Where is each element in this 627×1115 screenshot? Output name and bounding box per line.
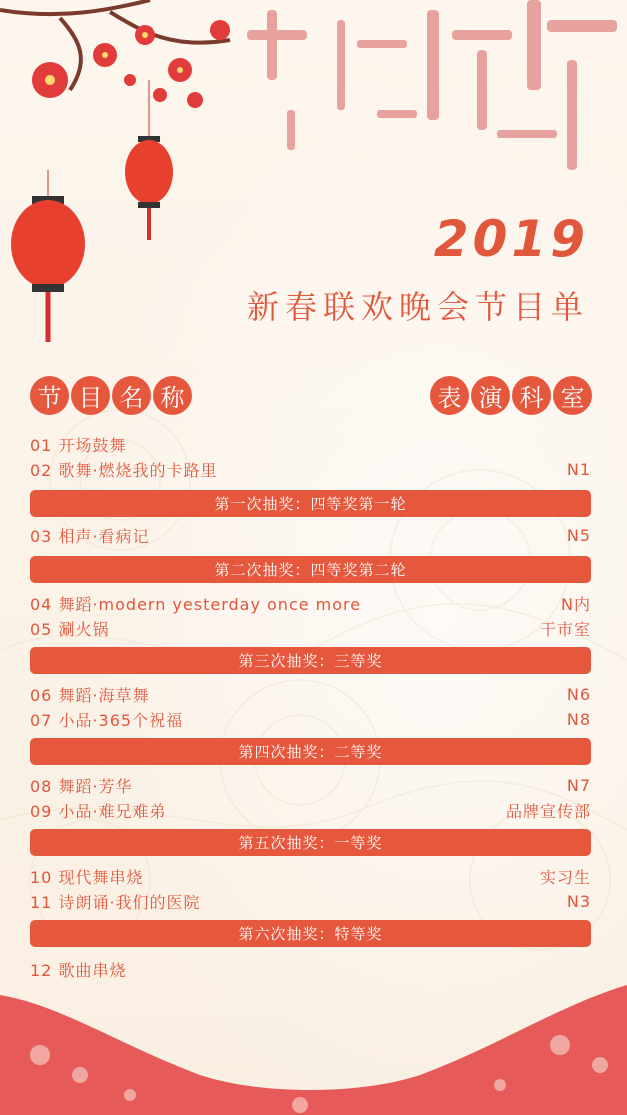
header-char: 室 (553, 376, 592, 415)
program-row (30, 889, 591, 914)
program-name: 11 诗朗诵·我们的医院 (30, 893, 201, 912)
program-dept: N7 (566, 776, 591, 795)
program-name: 08 舞蹈·芳华 (30, 777, 133, 796)
header-char: 演 (471, 376, 510, 415)
program-dept: N内 (561, 595, 591, 614)
program-name: 09 小品·难兄难弟 (30, 802, 167, 821)
header-char: 称 (153, 376, 192, 415)
header-char: 目 (71, 376, 110, 415)
program-dept: N5 (566, 526, 591, 545)
lottery-bar: 第二次抽奖：四等奖第二轮 (30, 556, 591, 583)
program-dept: N6 (566, 685, 591, 704)
program-name: 01 开场鼓舞 (30, 436, 127, 455)
program-list (30, 432, 591, 982)
program-row (30, 457, 591, 482)
lottery-bar: 第六次抽奖：特等奖 (30, 920, 591, 947)
program-row (30, 523, 591, 548)
program-row (30, 864, 591, 889)
program-dept: 实习生 (539, 868, 591, 887)
paper-cut-border (0, 965, 627, 1115)
performer-dept-header (430, 376, 592, 415)
lottery-bar: 第三次抽奖：三等奖 (30, 647, 591, 674)
program-row (30, 707, 591, 732)
program-name: 12 歌曲串烧 (30, 961, 127, 980)
calligraphy-fu-decoration (227, 0, 627, 200)
program-dept: 干市室 (539, 620, 591, 639)
header-char: 名 (112, 376, 151, 415)
event-year: 2019 (433, 210, 589, 268)
lottery-bar: 第一次抽奖：四等奖第一轮 (30, 490, 591, 517)
header-char: 节 (30, 376, 69, 415)
program-row (30, 616, 591, 641)
program-name: 04 舞蹈·modern yesterday once more (30, 595, 362, 614)
program-name: 02 歌舞·燃烧我的卡路里 (30, 461, 218, 480)
program-dept: 品牌宣传部 (505, 802, 591, 821)
program-name: 03 相声·看病记 (30, 527, 150, 546)
program-row (30, 773, 591, 798)
program-row (30, 432, 591, 457)
program-dept: N3 (566, 892, 591, 911)
header-char: 科 (512, 376, 551, 415)
program-name: 10 现代舞串烧 (30, 868, 144, 887)
red-lantern-large (10, 170, 86, 345)
lottery-bar: 第四次抽奖：二等奖 (30, 738, 591, 765)
program-dept: N8 (566, 710, 591, 729)
program-row (30, 591, 591, 616)
program-dept: N1 (566, 460, 591, 479)
program-name-header (30, 376, 192, 415)
program-row (30, 682, 591, 707)
program-name: 05 涮火锅 (30, 620, 110, 639)
header-char: 表 (430, 376, 469, 415)
red-lantern-small (124, 80, 174, 240)
program-name: 07 小品·365个祝福 (30, 711, 184, 730)
lottery-bar: 第五次抽奖：一等奖 (30, 829, 591, 856)
program-row (30, 798, 591, 823)
program-name: 06 舞蹈·海草舞 (30, 686, 150, 705)
event-title: 新春联欢晚会节目单 (246, 288, 589, 326)
